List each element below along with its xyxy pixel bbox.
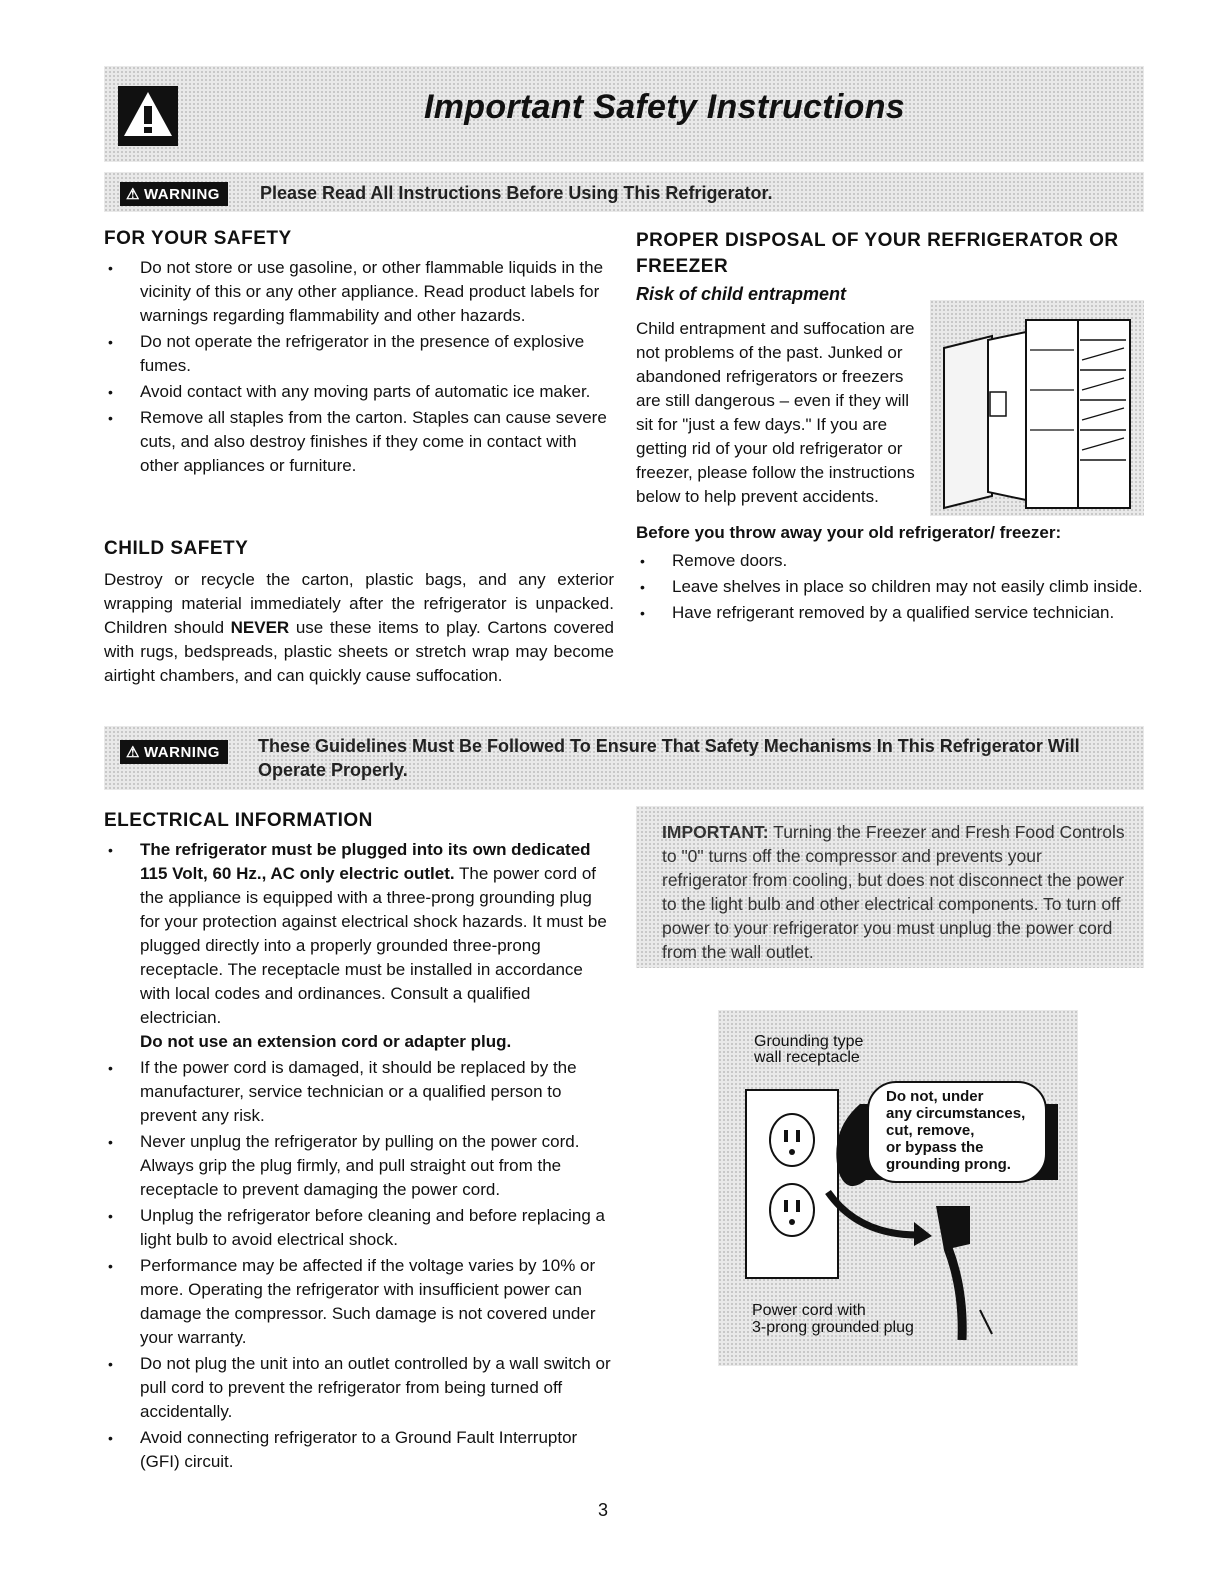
warning-triangle-icon: ⚠: [126, 186, 140, 203]
plug-label: [752, 1302, 914, 1336]
list-item: • Avoid connecting refrigerator to a Ground Fault Interruptor (GFI) circuit.: [104, 1426, 614, 1474]
disposal-text: Child entrapment and suffocation are not problems of the past. Junked or abandoned refrigerators or freezers are still dangerous – even if they will sit for "just a few days." If you are getting rid of your old refrigerator or freezer, please follow the instructions below to help prevent accidents.: [636, 319, 915, 506]
child-safety-text-part: use these items to play. Cartons covered with rugs, bedspreads, plastic sheets or stretch wrap may become airtight chambers, and can quickly cause suffocation.: [104, 618, 614, 685]
list-item: • Do not operate the refrigerator in the presence of explosive fumes.: [104, 330, 614, 378]
plug-label-line: 3-prong grounded plug: [752, 1319, 914, 1336]
callout-line: any circumstances,: [886, 1105, 1026, 1122]
list-item: • Do not plug the unit into an outlet controlled by a wall switch or pull cord to prevent the refrigerator from being turned off accidentally.: [104, 1352, 614, 1424]
list-item: • Never unplug the refrigerator by pulling on the power cord. Always grip the plug firmly, and pull straight out from the receptacle to prevent damaging the power cord.: [104, 1130, 614, 1202]
list-item: • Remove doors.: [636, 549, 1146, 573]
warning-text: Please Read All Instructions Before Using This Refrigerator.: [260, 183, 773, 203]
warning-badge: [120, 182, 228, 206]
list-item: • Remove all staples from the carton. Staples can cause severe cuts, and also destroy finishes if they come in contact with other appliances or furniture.: [104, 406, 614, 478]
never-emphasis: NEVER: [230, 618, 290, 637]
list-item: [104, 838, 614, 1054]
before-throw-heading: Before you throw away your old refrigerator/ freezer:: [636, 523, 1062, 542]
list-item: • Unplug the refrigerator before cleaning and before replacing a light bulb to avoid electrical shock.: [104, 1204, 614, 1252]
child-safety-text-part: Destroy or recycle the carton, plastic bags, and any exterior wrapping material immediately after the refrigerator is unpacked. Children should: [104, 570, 614, 637]
list-item: • Have refrigerant removed by a qualified service technician.: [636, 601, 1146, 625]
grounding-text: The power cord of the appliance is equipped with a three-prong grounding plug for your protection against electrical shock hazards. It must be plugged directly into a properly grounded three-prong receptacle. The receptacle must be installed in accordance with local codes and ordinances. Consult a qualified electrician.: [140, 864, 607, 1027]
important-label: IMPORTANT:: [662, 822, 769, 842]
page-number: 3: [598, 1500, 609, 1520]
prong-callout: [886, 1088, 1025, 1173]
warning-badge-label: WARNING: [143, 186, 220, 203]
disposal-heading: PROPER DISPOSAL OF YOUR REFRIGERATOR OR FREEZER: [636, 230, 1119, 277]
warning-bar: [104, 172, 1144, 212]
no-extension-cord: Do not use an extension cord or adapter plug.: [140, 1032, 512, 1051]
child-safety-section: [104, 568, 614, 688]
warning-badge: [120, 740, 228, 764]
electrical-section: [104, 838, 614, 1476]
list-item: • Leave shelves in place so children may not easily climb inside.: [636, 575, 1146, 599]
for-your-safety-heading: FOR YOUR SAFETY: [104, 228, 292, 249]
electrical-heading: ELECTRICAL INFORMATION: [104, 810, 373, 831]
alert-icon: [118, 86, 178, 146]
important-note: [636, 806, 1144, 968]
callout-line: Do not, under: [886, 1088, 984, 1105]
callout-line: grounding prong.: [886, 1156, 1011, 1173]
disposal-subheading: Risk of child entrapment: [636, 284, 847, 304]
warning-text: These Guidelines Must Be Followed To Ensure That Safety Mechanisms In This Refrigerator Will Operate Properly.: [258, 736, 1080, 780]
list-item: • Performance may be affected if the voltage varies by 10% or more. Operating the refrigerator with insufficient power can damage the compressor. Such damage is not covered under your warranty.: [104, 1254, 614, 1350]
refrigerator-illustration: [930, 300, 1144, 516]
receptacle-label-line: Grounding type: [754, 1033, 864, 1050]
callout-line: or bypass the: [886, 1139, 984, 1156]
warning-triangle-icon: ⚠: [126, 744, 140, 761]
receptacle-label-line: wall receptacle: [754, 1049, 860, 1066]
title-banner: [104, 66, 1144, 162]
important-text: [662, 820, 1132, 964]
important-body: Turning the Freezer and Fresh Food Controls to "0" turns off the compressor and prevents your refrigerator from cooling, but does not disconnect the power to the light bulb and other electrical components. To turn off power to your refrigerator you must unplug the power cord from the wall outlet.: [662, 822, 1125, 962]
plug-label-line: Power cord with: [752, 1302, 866, 1319]
outlet-requirement: The refrigerator must be plugged into its own dedicated 115 Volt, 60 Hz., AC only electric outlet.: [140, 840, 591, 883]
list-item: • Do not store or use gasoline, or other flammable liquids in the vicinity of this or any other appliance. Read product labels for warnings regarding flammability and other hazards.: [104, 256, 614, 328]
child-safety-heading: CHILD SAFETY: [104, 538, 249, 559]
grounding-receptacle-figure: [718, 1010, 1078, 1366]
warning-bar: [104, 726, 1144, 790]
for-your-safety-section: [104, 256, 614, 480]
child-safety-text: [104, 568, 614, 688]
list-item: • Avoid contact with any moving parts of automatic ice maker.: [104, 380, 614, 404]
page-title: Important Safety Instructions: [424, 88, 905, 126]
list-item: • If the power cord is damaged, it should be replaced by the manufacturer, service technician or a qualified person to prevent any risk.: [104, 1056, 614, 1128]
receptacle-label: [754, 1034, 863, 1066]
warning-badge-label: WARNING: [143, 744, 220, 761]
callout-line: cut, remove,: [886, 1122, 975, 1139]
